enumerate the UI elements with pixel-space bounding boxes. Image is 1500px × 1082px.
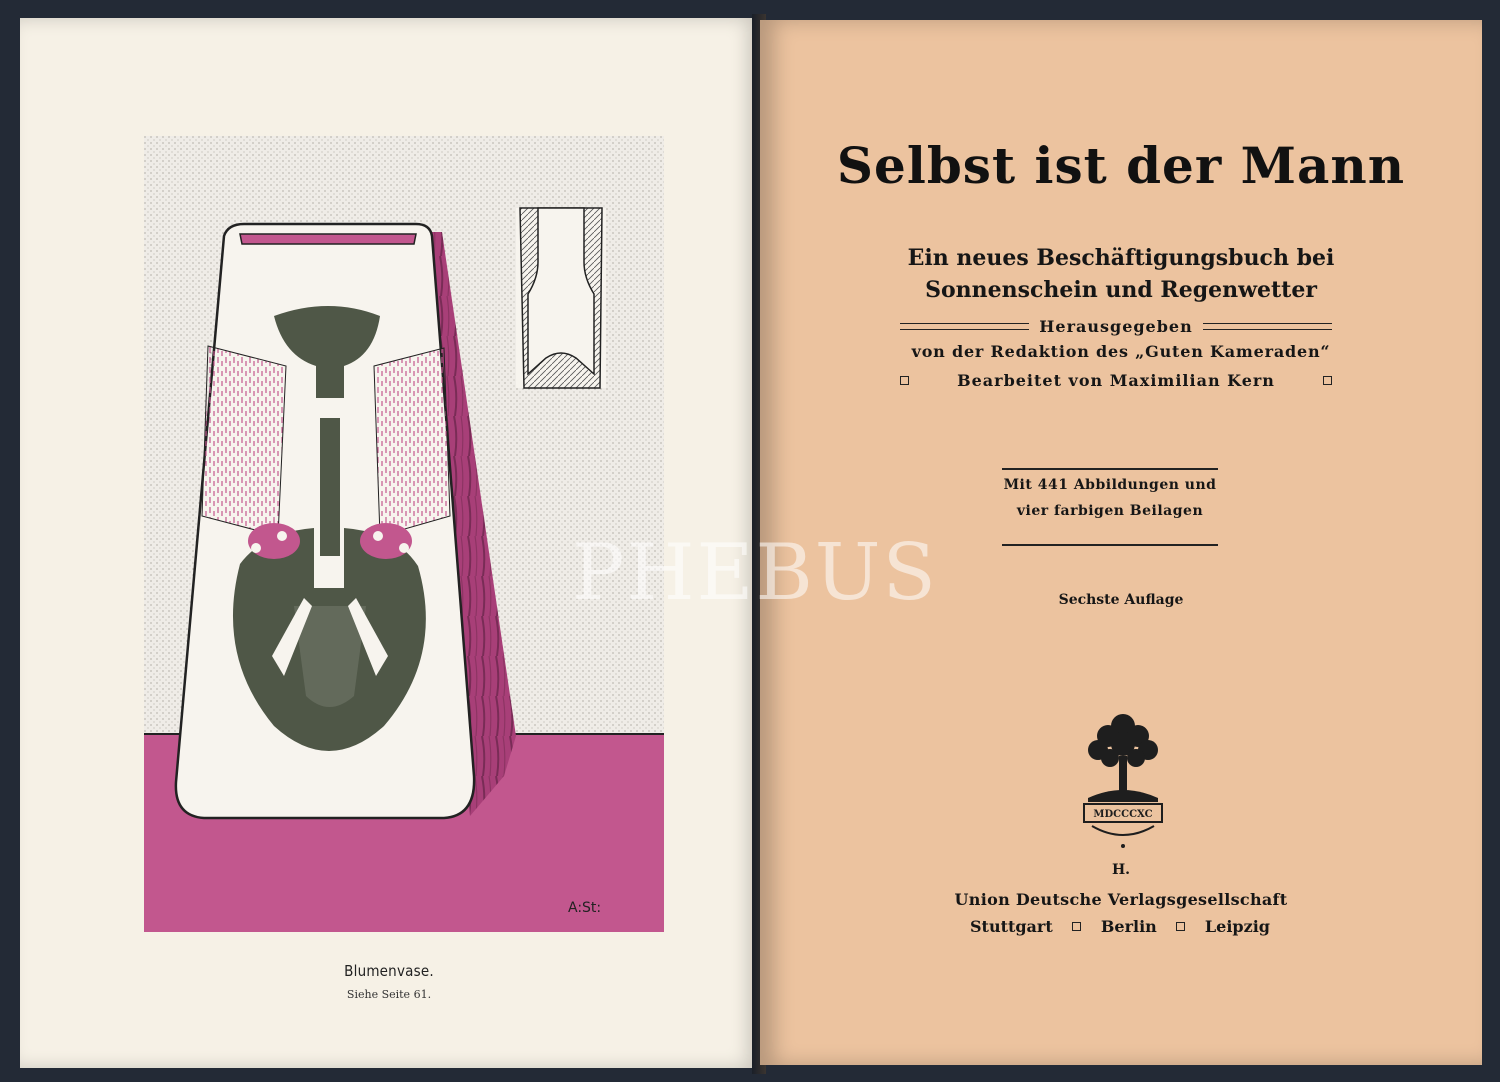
subtitle-line-1: Ein neues Beschäftigungsbuch bei — [907, 245, 1335, 271]
edition-label: Sechste Auflage — [1058, 592, 1184, 608]
editor-rule-row — [900, 316, 1332, 336]
subtitle — [760, 242, 1482, 306]
plate-caption-reference: Siehe Seite 61. — [346, 988, 432, 1001]
square-bullet-icon — [1072, 922, 1081, 931]
subtitle-line-2: Sonnenschein und Regenwetter — [925, 277, 1317, 303]
logo-year-text: MDCCCXC — [1093, 809, 1153, 820]
publisher-logo — [1078, 706, 1168, 856]
editor-credit: Bearbeitet von Maximilian Kern — [957, 370, 1275, 390]
publisher-cities — [970, 916, 1270, 936]
watermark: PHEBUS — [572, 528, 938, 618]
square-bullet-icon — [1176, 922, 1185, 931]
editor-label: Herausgegeben — [1039, 316, 1193, 336]
printer-mark: H. — [1111, 862, 1131, 878]
square-bullet-icon — [900, 376, 909, 385]
artist-signature: A:St: — [568, 900, 602, 916]
illustrations-line-1: Mit 441 Abbildungen und — [1003, 477, 1217, 493]
redaktion-line: von der Redaktion des „Guten Kameraden“ — [911, 342, 1331, 361]
plate-caption-title: Blumenvase. — [344, 962, 434, 980]
city-leipzig: Leipzig — [1204, 916, 1270, 936]
publisher-name: Union Deutsche Verlagsgesellschaft — [954, 890, 1288, 909]
editor-credit-row — [900, 370, 1332, 390]
city-berlin: Berlin — [1100, 916, 1157, 936]
illustrations-box — [1002, 468, 1218, 546]
square-bullet-icon — [1323, 376, 1332, 385]
illustrations-line-2: vier farbigen Beilagen — [1016, 503, 1204, 519]
book-title: Selbst ist der Mann — [836, 136, 1406, 195]
double-rule-left — [900, 323, 1029, 330]
double-rule-right — [1203, 323, 1332, 330]
city-stuttgart: Stuttgart — [970, 916, 1053, 936]
